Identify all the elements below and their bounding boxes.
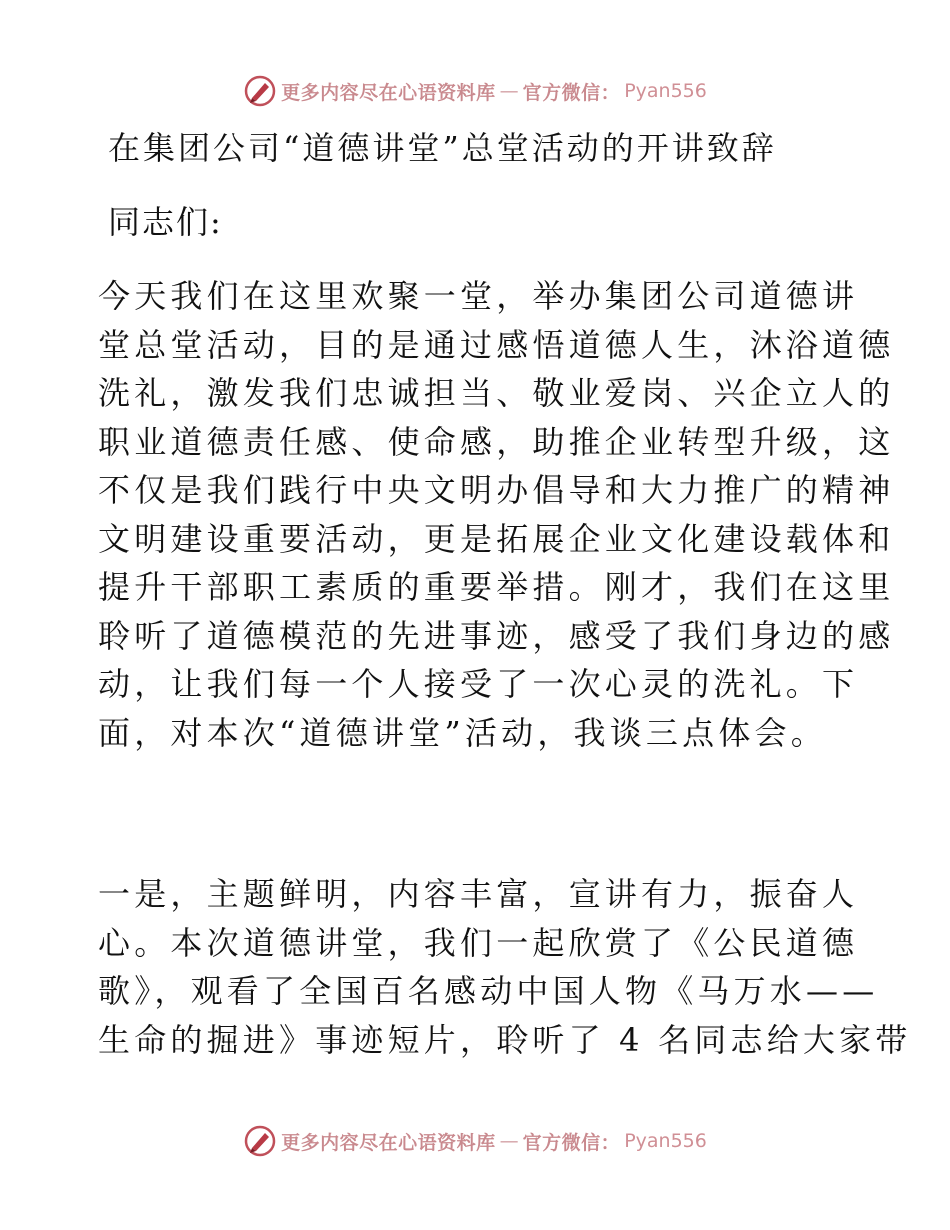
paragraph-line: 动，让我们每一个人接受了一次心灵的洗礼。下 (98, 665, 859, 703)
paragraph-line: 洗礼，激发我们忠诚担当、敬业爱岗、兴企立人的 (98, 374, 895, 412)
watermark-label: 官方微信： (522, 1131, 621, 1154)
paragraph-line: 歌》，观看了全国百名感动中国人物《马万水—— (98, 972, 879, 1010)
header-watermark (0, 71, 950, 111)
watermark-separator: — (499, 1130, 519, 1152)
footer-watermark (0, 1121, 950, 1161)
paragraph-line: 心。本次道德讲堂，我们一起欣赏了《公民道德 (98, 923, 859, 962)
watermark-text: 更多内容尽在心语资料库 (281, 1131, 496, 1154)
paragraph-line: 一是，主题鲜明，内容丰富，宣讲有力，振奋人 (98, 875, 859, 913)
paragraph-line: 堂总堂活动，目的是通过感悟道德人生，沐浴道德 (98, 325, 895, 364)
paragraph-line: 职业道德责任感、使命感，助推企业转型升级，这 (98, 422, 895, 461)
paragraph-line: 面，对本次“道德讲堂”活动，我谈三点体会。 (98, 713, 827, 752)
pen-logo-icon (243, 1124, 277, 1158)
watermark-label: 官方微信： (522, 81, 621, 104)
paragraph-line: 文明建设重要活动，更是拓展企业文化建设载体和 (98, 519, 895, 558)
paragraph-line: 提升干部职工素质的重要举措。刚才，我们在这里 (98, 568, 895, 606)
pen-logo-icon (243, 74, 277, 108)
paragraph-2 (98, 870, 912, 1064)
watermark-text: 更多内容尽在心语资料库 (281, 81, 496, 104)
document-title: 在集团公司“道德讲堂”总堂活动的开讲致辞 (108, 129, 777, 167)
watermark-account: Pyan556 (624, 1130, 707, 1152)
paragraph-line: 生命的掘进》事迹短片，聆听了 4 名同志给大家带 (98, 1020, 912, 1059)
salutation: 同志们: (108, 203, 223, 241)
paragraph-line: 今天我们在这里欢聚一堂，举办集团公司道德讲 (98, 277, 859, 315)
watermark-separator: — (499, 80, 519, 102)
paragraph-line: 不仅是我们践行中央文明办倡导和大力推广的精神 (98, 471, 895, 509)
paragraph-1 (98, 272, 895, 757)
paragraph-line: 聆听了道德模范的先进事迹，感受了我们身边的感 (98, 616, 895, 655)
watermark-account: Pyan556 (624, 80, 707, 102)
